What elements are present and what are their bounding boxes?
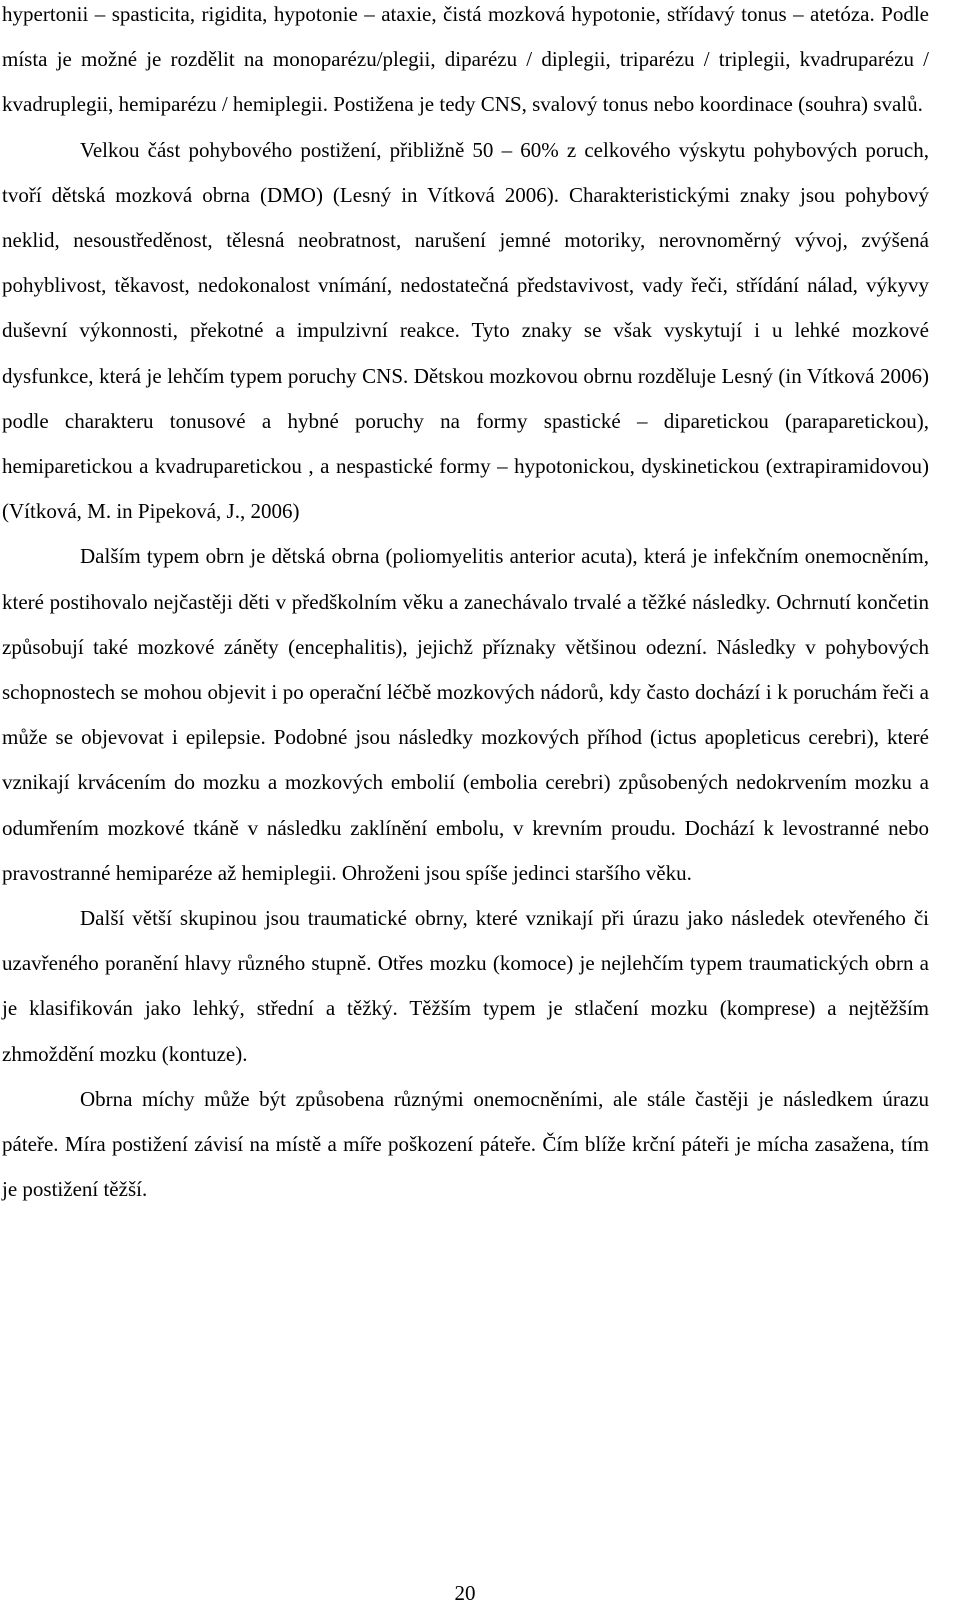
body-text (2, 0, 929, 1212)
paragraph-cerebral-palsy: Velkou část pohybového postižení, přibližně 50 – 60% z celkového výskytu pohybových poruch, tvoří dětská mozková obrna (DMO) (Lesný in Vítková 2006). Charakteristickými znaky jsou pohybový neklid, nesoustředěnost, tělesná neobratnost, narušení jemné motoriky, nerovnoměrný vývoj, zvýšená pohyblivost, těkavost, nedokonalost vnímání, nedostatečná představivost, vady řeči, střídání nálad, výkyvy duševní výkonnosti, překotné a impulzivní reakce. Tyto znaky se však vyskytují i u lehké mozkové dysfunkce, která je lehčím typem poruchy CNS. Dětskou mozkovou obrnu rozděluje Lesný (in Vítková 2006) podle charakteru tonusové a hybné poruchy na formy spastické – diparetickou (paraparetickou), hemiparetickou a kvadruparetickou , a nespastické formy – hypotonickou, dyskinetickou (extrapiramidovou) (Vítková, M. in Pipeková, J., 2006) (2, 137, 929, 524)
paragraph-motor-disorders-classification: hypertonii – spasticita, rigidita, hypotonie – ataxie, čistá mozková hypotonie, střídavý tonus – atetóza. Podle místa je možné je rozdělit na monoparézu/plegii, diparézu / diplegii, triparézu / triplegii, kvadruparézu / kvadruplegii, hemiparézu / hemiplegii. Postižena je tedy CNS, svalový tonus nebo koordinace (souhra) svalů. (2, 2, 929, 117)
paragraph-traumatic-palsy: Další větší skupinou jsou traumatické obrny, které vznikají při úrazu jako následek otevřeného či uzavřeného poranění hlavy různého stupně. Otřes mozku (komoce) je nejlehčím typem traumatických obrn a je klasifikován jako lehký, střední a těžký. Těžším typem je stlačení mozku (komprese) a nejtěžším zhmoždění mozku (kontuze). (2, 906, 929, 1066)
paragraph-polio-and-brain-conditions: Dalším typem obrn je dětská obrna (poliomyelitis anterior acuta), která je infekčním onemocněním, které postihovalo nejčastěji děti v předškolním věku a zanechávalo trvalé a těžké následky. Ochrnutí končetin způsobují také mozkové záněty (encephalitis), jejichž příznaky většinou odezní. Následky v pohybových schopnostech se mohou objevit i po operační léčbě mozkových nádorů, kdy často dochází i k poruchám řeči a může se objevovat i epilepsie. Podobné jsou následky mozkových příhod (ictus apopleticus cerebri), které vznikají krvácením do mozku a mozkových embolií (embolia cerebri) způsobených nedokrvením mozku a odumřením mozkové tkáně v následku zaklínění embolu, v krevním proudu. Dochází k levostranné nebo pravostranné hemiparéze až hemiplegii. Ohroženi jsou spíše jedinci staršího věku. (2, 544, 929, 885)
paragraph-spinal-cord-palsy: Obrna míchy může být způsobena různými onemocněními, ale stále častěji je následkem úrazu páteře. Míra postižení závisí na místě a míře poškození páteře. Čím blíže krční páteři je mícha zasažena, tím je postižení těžší. (2, 1086, 929, 1202)
page-number: 20 (454, 1581, 476, 1605)
